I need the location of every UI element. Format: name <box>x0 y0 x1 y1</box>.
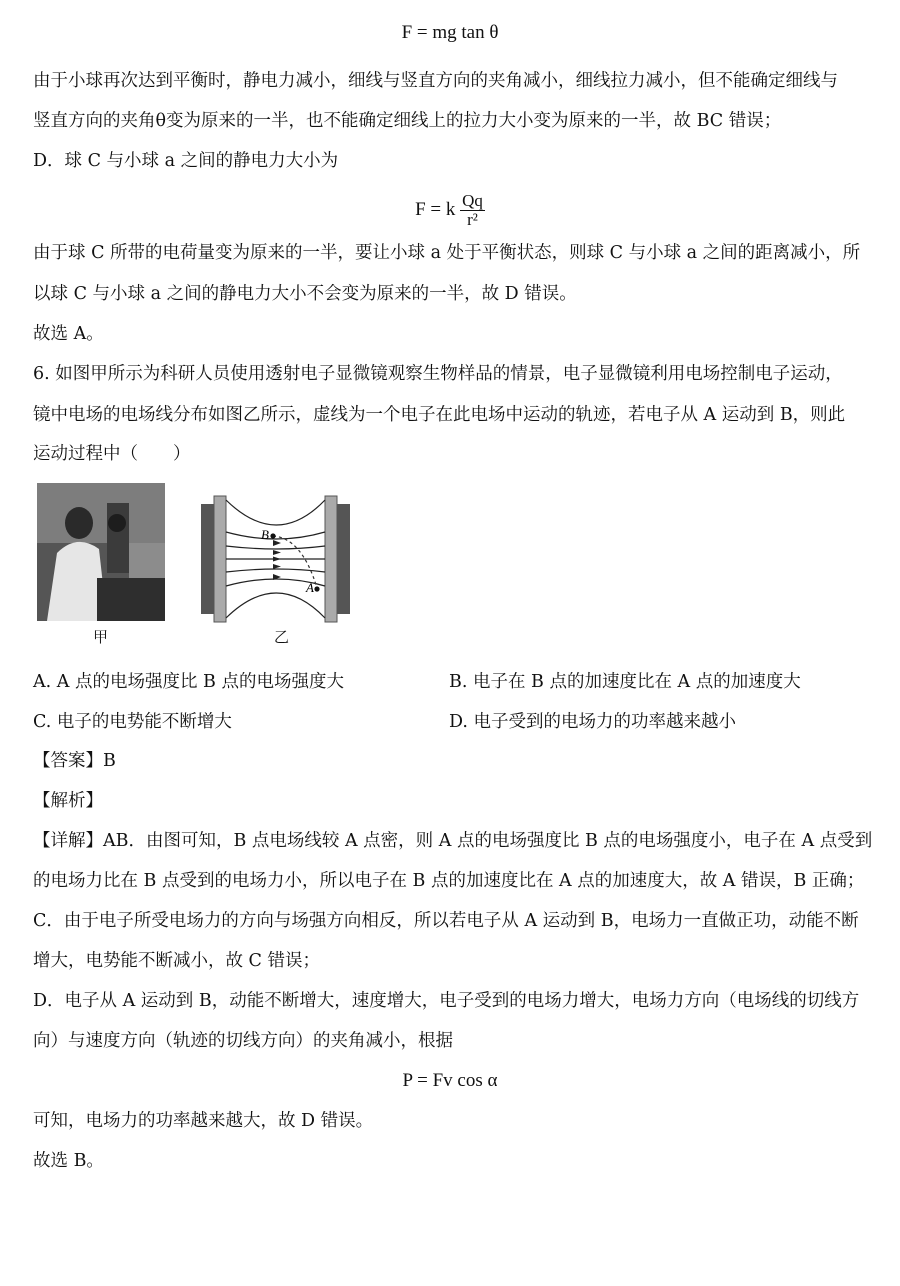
paragraph-line: 竖直方向的夹角θ变为原来的一半，也不能确定细线上的拉力大小变为原来的一半，故 BC 错误； <box>33 111 782 131</box>
question-6-line: 镜中电场的电场线分布如图乙所示，虚线为一个电子在此电场中运动的轨迹，若电子从 A 运动到 B，则此 <box>33 405 846 425</box>
paragraph-line: 由于球 C 所带的电荷量变为原来的一半，要让小球 a 处于平衡状态，则球 C 与小球 a 之间的距离减小，所 <box>33 243 861 263</box>
detail-line: C．由于电子所受电场力的方向与场强方向相反，所以若电子从 A 运动到 B，电场力一直做正功，动能不断 <box>33 911 859 931</box>
figure-caption-right: 乙 <box>274 628 290 646</box>
paragraph-line: 以球 C 与小球 a 之间的静电力大小不会变为原来的一半，故 D 错误。 <box>33 284 577 304</box>
answer: 【答案】B <box>33 751 116 771</box>
coulomb-fraction <box>460 192 485 229</box>
conclusion-a: 故选 A。 <box>33 324 104 344</box>
point-a <box>314 586 319 591</box>
photo-illustration <box>37 483 165 621</box>
formula-power: P = Fv cos α <box>402 1070 498 1091</box>
formula-tension: F = mg tan θ <box>401 22 499 43</box>
option-d-intro: D．球 C 与小球 a 之间的静电力大小为 <box>33 151 339 171</box>
formula-coulomb <box>0 192 900 229</box>
label-a: A <box>306 580 314 595</box>
right-plate-inner <box>325 496 337 622</box>
paragraph-line: 由于小球再次达到平衡时，静电力减小，细线与竖直方向的夹角减小，细线拉力减小，但不能确定细线与 <box>33 71 838 91</box>
question-6-line: 运动过程中（ ） <box>33 444 191 464</box>
detail-line: 【详解】AB．由图可知，B 点电场线较 A 点密，则 A 点的电场强度比 B 点的电场强度小，电子在 A 点受到 <box>33 831 873 851</box>
detail-line: 的电场力比在 B 点受到的电场力小，所以电子在 B 点的加速度比在 A 点的加速度大，故 A 错误，B 正确； <box>33 871 865 891</box>
microscope-photo <box>37 483 165 621</box>
detail-line: D．电子从 A 运动到 B，动能不断增大，速度增大，电子受到的电场力增大，电场力方向（电场线的切线方 <box>33 991 860 1011</box>
left-plate-inner <box>214 496 226 622</box>
detail-line: 向）与速度方向（轨迹的切线方向）的夹角减小，根据 <box>33 1031 453 1051</box>
conclusion-b: 故选 B。 <box>33 1151 104 1171</box>
detail-line: 增大，电势能不断减小，故 C 错误； <box>33 951 321 971</box>
field-arrows <box>273 540 281 580</box>
left-plate <box>201 504 214 614</box>
option-c: C. 电子的电势能不断增大 <box>33 712 232 732</box>
option-a: A. A 点的电场强度比 B 点的电场强度大 <box>33 672 344 692</box>
analysis-title: 【解析】 <box>33 791 103 811</box>
coulomb-lhs: F = k <box>415 198 456 220</box>
electric-field-diagram <box>197 486 362 626</box>
right-plate <box>337 504 350 614</box>
label-b: B <box>261 527 269 542</box>
coulomb-numerator: Qq <box>462 191 483 210</box>
figure-caption-left: 甲 <box>93 628 109 646</box>
detail-line: 可知，电场力的功率越来越大，故 D 错误。 <box>33 1111 374 1131</box>
coulomb-denominator: r² <box>467 210 478 229</box>
option-d: D. 电子受到的电场力的功率越来越小 <box>449 712 737 732</box>
point-b <box>270 533 275 538</box>
option-b: B. 电子在 B 点的加速度比在 A 点的加速度大 <box>449 672 801 692</box>
question-6-line: 6. 如图甲所示为科研人员使用透射电子显微镜观察生物样品的情景，电子显微镜利用电场控制电子运动， <box>33 364 843 384</box>
